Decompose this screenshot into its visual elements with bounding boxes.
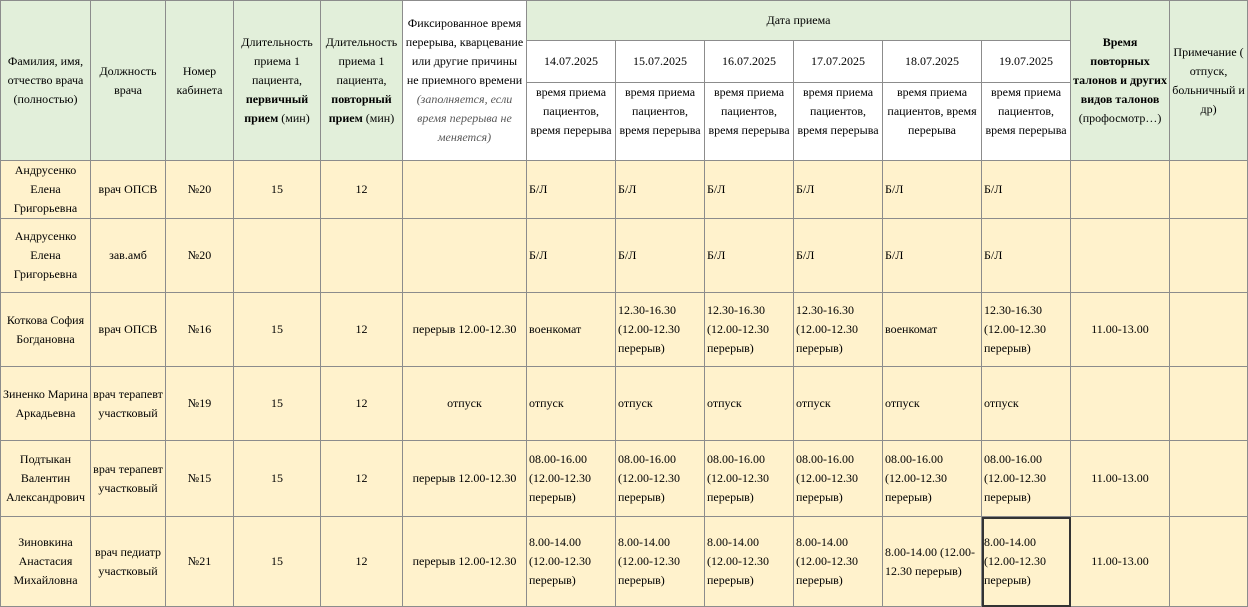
position-cell[interactable]: врач ОПСВ bbox=[91, 293, 166, 367]
repeat-duration-cell[interactable]: 12 bbox=[321, 367, 403, 441]
doctor-name-cell[interactable]: Андрусенко Елена Григорьевна bbox=[1, 161, 91, 219]
header-note: Примечание ( отпуск, больничный и др) bbox=[1170, 1, 1248, 161]
break-cell[interactable] bbox=[403, 219, 527, 293]
primary-duration-cell[interactable]: 15 bbox=[234, 441, 321, 517]
header-date-group: Дата приема bbox=[527, 1, 1071, 41]
note-cell[interactable] bbox=[1170, 219, 1248, 293]
day-cell[interactable]: 08.00-16.00 (12.00-12.30 перерыв) bbox=[794, 441, 883, 517]
doctor-name-cell[interactable]: Андрусенко Елена Григорьевна bbox=[1, 219, 91, 293]
day-cell[interactable]: 12.30-16.30 (12.00-12.30 перерыв) bbox=[616, 293, 705, 367]
day-cell[interactable]: 08.00-16.00 (12.00-12.30 перерыв) bbox=[982, 441, 1071, 517]
primary-duration-cell[interactable]: 15 bbox=[234, 517, 321, 607]
day-cell[interactable]: Б/Л bbox=[616, 161, 705, 219]
repeat-time-cell[interactable] bbox=[1071, 219, 1170, 293]
note-cell[interactable] bbox=[1170, 441, 1248, 517]
header-duration-repeat: Длительность приема 1 пациента, повторный прием (мин) bbox=[321, 1, 403, 161]
repeat-duration-cell[interactable]: 12 bbox=[321, 517, 403, 607]
day-cell[interactable]: 08.00-16.00 (12.00-12.30 перерыв) bbox=[527, 441, 616, 517]
room-cell[interactable]: №15 bbox=[166, 441, 234, 517]
note-cell[interactable] bbox=[1170, 293, 1248, 367]
primary-duration-cell[interactable]: 15 bbox=[234, 161, 321, 219]
day-cell[interactable]: Б/Л bbox=[883, 219, 982, 293]
room-cell[interactable]: №20 bbox=[166, 219, 234, 293]
day-cell[interactable]: отпуск bbox=[616, 367, 705, 441]
table-row bbox=[1, 219, 1248, 293]
day-cell[interactable]: отпуск bbox=[794, 367, 883, 441]
table-row bbox=[1, 367, 1248, 441]
header-sub-2: время приема пациентов, время перерыва bbox=[616, 83, 705, 161]
note-cell[interactable] bbox=[1170, 161, 1248, 219]
day-cell[interactable]: Б/Л bbox=[794, 219, 883, 293]
header-repeat-tickets: Время повторных талонов и других видов талонов (профосмотр…) bbox=[1071, 1, 1170, 161]
position-cell[interactable]: врач терапевт участковый bbox=[91, 441, 166, 517]
break-cell[interactable]: перерыв 12.00-12.30 bbox=[403, 441, 527, 517]
day-cell[interactable]: Б/Л bbox=[705, 161, 794, 219]
header-position: Должность врача bbox=[91, 1, 166, 161]
day-cell[interactable]: 12.30-16.30 (12.00-12.30 перерыв) bbox=[705, 293, 794, 367]
header-break: Фиксированное время перерыва, кварцевание или другие причины не приемного времени (заполняется, если время перерыва не меняется) bbox=[403, 1, 527, 161]
header-date-4: 17.07.2025 bbox=[794, 41, 883, 83]
repeat-duration-cell[interactable]: 12 bbox=[321, 161, 403, 219]
header-date-3: 16.07.2025 bbox=[705, 41, 794, 83]
room-cell[interactable]: №19 bbox=[166, 367, 234, 441]
table-row bbox=[1, 293, 1248, 367]
doctor-name-cell[interactable]: Подтыкан Валентин Александрович bbox=[1, 441, 91, 517]
repeat-duration-cell[interactable]: 12 bbox=[321, 293, 403, 367]
header-sub-6: время приема пациентов, время перерыва bbox=[982, 83, 1071, 161]
repeat-time-cell[interactable]: 11.00-13.00 bbox=[1071, 293, 1170, 367]
table-row bbox=[1, 441, 1248, 517]
day-cell[interactable]: 08.00-16.00 (12.00-12.30 перерыв) bbox=[616, 441, 705, 517]
day-cell[interactable]: 8.00-14.00 (12.00-12.30 перерыв) bbox=[616, 517, 705, 607]
position-cell[interactable]: зав.амб bbox=[91, 219, 166, 293]
day-cell[interactable]: отпуск bbox=[705, 367, 794, 441]
day-cell[interactable]: 12.30-16.30 (12.00-12.30 перерыв) bbox=[794, 293, 883, 367]
room-cell[interactable]: №16 bbox=[166, 293, 234, 367]
header-duration-primary: Длительность приема 1 пациента, первичный прием (мин) bbox=[234, 1, 321, 161]
doctor-name-cell[interactable]: Коткова София Богдановна bbox=[1, 293, 91, 367]
break-cell[interactable]: перерыв 12.00-12.30 bbox=[403, 293, 527, 367]
header-date-5: 18.07.2025 bbox=[883, 41, 982, 83]
day-cell[interactable]: 12.30-16.30 (12.00-12.30 перерыв) bbox=[982, 293, 1071, 367]
day-cell[interactable]: отпуск bbox=[527, 367, 616, 441]
day-cell[interactable]: Б/Л bbox=[982, 161, 1071, 219]
day-cell[interactable]: Б/Л bbox=[794, 161, 883, 219]
repeat-time-cell[interactable]: 11.00-13.00 bbox=[1071, 441, 1170, 517]
repeat-time-cell[interactable] bbox=[1071, 161, 1170, 219]
table-row bbox=[1, 161, 1248, 219]
day-cell[interactable]: 08.00-16.00 (12.00-12.30 перерыв) bbox=[883, 441, 982, 517]
room-cell[interactable]: №21 bbox=[166, 517, 234, 607]
header-date-2: 15.07.2025 bbox=[616, 41, 705, 83]
header-date-6: 19.07.2025 bbox=[982, 41, 1071, 83]
doctor-name-cell[interactable]: Зиновкина Анастасия Михайловна bbox=[1, 517, 91, 607]
note-cell[interactable] bbox=[1170, 367, 1248, 441]
day-cell[interactable]: 8.00-14.00 (12.00-12.30 перерыв) bbox=[527, 517, 616, 607]
break-cell[interactable]: перерыв 12.00-12.30 bbox=[403, 517, 527, 607]
table-row bbox=[1, 517, 1248, 607]
header-sub-1: время приема пациентов, время перерыва bbox=[527, 83, 616, 161]
repeat-duration-cell[interactable] bbox=[321, 219, 403, 293]
header-date-1: 14.07.2025 bbox=[527, 41, 616, 83]
header-sub-4: время приема пациентов, время перерыва bbox=[794, 83, 883, 161]
header-sub-3: время приема пациентов, время перерыва bbox=[705, 83, 794, 161]
break-cell[interactable] bbox=[403, 161, 527, 219]
primary-duration-cell[interactable]: 15 bbox=[234, 367, 321, 441]
position-cell[interactable]: врач педиатр участковый bbox=[91, 517, 166, 607]
note-cell[interactable] bbox=[1170, 517, 1248, 607]
primary-duration-cell[interactable] bbox=[234, 219, 321, 293]
day-cell[interactable]: 8.00-14.00 (12.00-12.30 перерыв) bbox=[883, 517, 982, 607]
header-room: Номер кабинета bbox=[166, 1, 234, 161]
room-cell[interactable]: №20 bbox=[166, 161, 234, 219]
day-cell[interactable]: 08.00-16.00 (12.00-12.30 перерыв) bbox=[705, 441, 794, 517]
day-cell[interactable]: Б/Л bbox=[616, 219, 705, 293]
repeat-time-cell[interactable] bbox=[1071, 367, 1170, 441]
day-cell[interactable]: отпуск bbox=[982, 367, 1071, 441]
day-cell[interactable]: 8.00-14.00 (12.00-12.30 перерыв) bbox=[982, 517, 1071, 607]
day-cell[interactable]: военкомат bbox=[883, 293, 982, 367]
header-fio: Фамилия, имя, отчество врача (полностью) bbox=[1, 1, 91, 161]
day-cell[interactable]: военкомат bbox=[527, 293, 616, 367]
repeat-duration-cell[interactable]: 12 bbox=[321, 441, 403, 517]
break-cell[interactable]: отпуск bbox=[403, 367, 527, 441]
day-cell[interactable]: 8.00-14.00 (12.00-12.30 перерыв) bbox=[705, 517, 794, 607]
day-cell[interactable]: Б/Л bbox=[527, 219, 616, 293]
day-cell[interactable]: Б/Л bbox=[982, 219, 1071, 293]
day-cell[interactable]: отпуск bbox=[883, 367, 982, 441]
day-cell[interactable]: Б/Л bbox=[883, 161, 982, 219]
day-cell[interactable]: Б/Л bbox=[527, 161, 616, 219]
day-cell[interactable]: 8.00-14.00 (12.00-12.30 перерыв) bbox=[794, 517, 883, 607]
primary-duration-cell[interactable]: 15 bbox=[234, 293, 321, 367]
day-cell[interactable]: Б/Л bbox=[705, 219, 794, 293]
position-cell[interactable]: врач терапевт участковый bbox=[91, 367, 166, 441]
doctor-name-cell[interactable]: Зиненко Марина Аркадьевна bbox=[1, 367, 91, 441]
repeat-time-cell[interactable]: 11.00-13.00 bbox=[1071, 517, 1170, 607]
header-sub-5: время приема пациентов, время перерыва bbox=[883, 83, 982, 161]
position-cell[interactable]: врач ОПСВ bbox=[91, 161, 166, 219]
